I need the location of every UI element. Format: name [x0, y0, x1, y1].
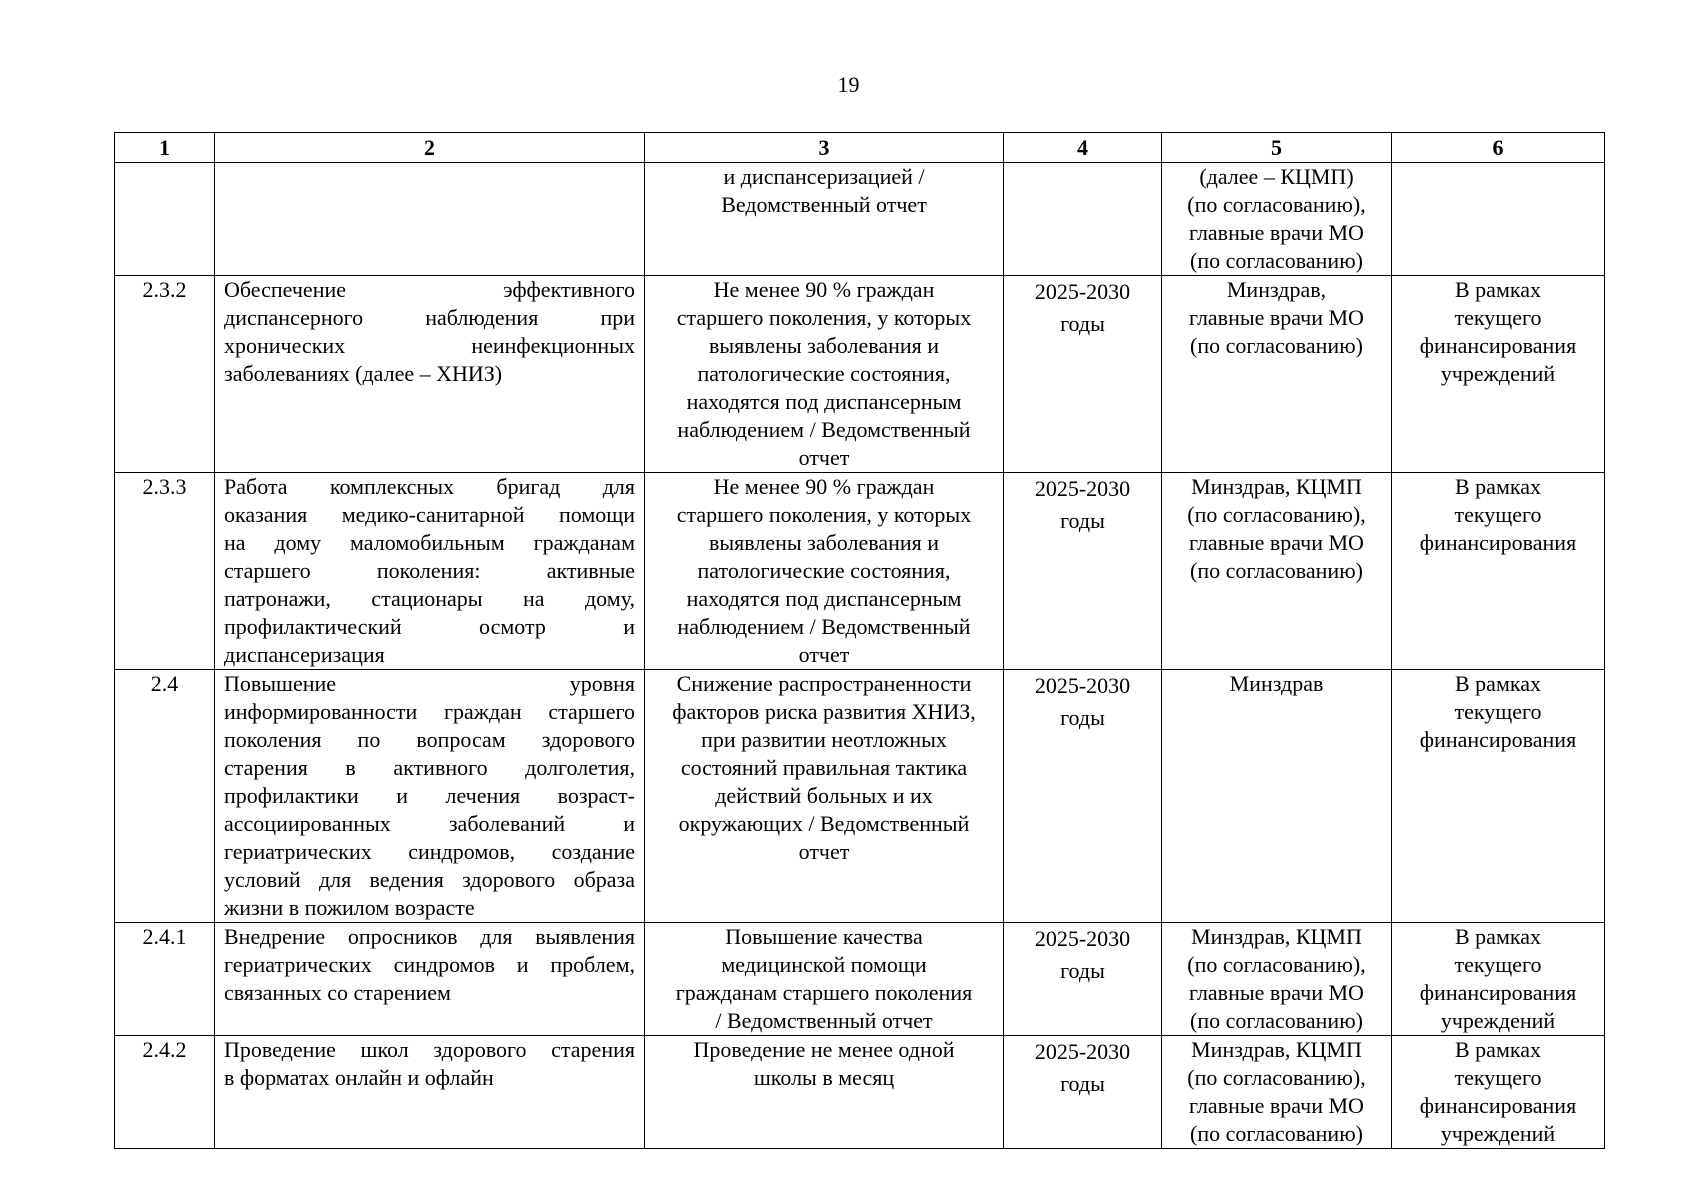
period-cell	[1004, 163, 1162, 276]
result-cell-line: состояний правильная тактика	[680, 755, 968, 780]
executors-cell-line: (по согласованию)	[1190, 333, 1363, 358]
result-cell-line: окружающих / Ведомственный	[678, 811, 970, 836]
result-cell-line: Повышение качества	[725, 924, 923, 949]
period-cell-line: 2025-2030	[1034, 673, 1131, 698]
activity-cell-line: жизни в пожилом возрасте	[224, 895, 475, 920]
funding-cell-line: финансирования	[1419, 530, 1577, 555]
header-row	[115, 133, 1605, 163]
period-cell	[1004, 923, 1162, 1036]
activity-cell-line: профилактический осмотр и	[224, 614, 635, 639]
period-cell-line: 2025-2030	[1034, 1039, 1131, 1064]
period-cell-line: годы	[1060, 958, 1105, 983]
table-row	[115, 473, 1605, 670]
result-cell	[645, 276, 1004, 473]
funding-cell	[1392, 1036, 1605, 1149]
item-number: 2.4.2	[115, 1036, 215, 1149]
result-cell-line: отчет	[798, 642, 850, 667]
item-number: 2.3.2	[115, 276, 215, 473]
executors-cell-line: главные врачи МО	[1189, 1093, 1364, 1118]
funding-cell-line: текущего	[1454, 1065, 1542, 1090]
activity-cell-line: Повышение уровня	[224, 671, 635, 696]
executors-cell	[1162, 923, 1392, 1036]
funding-cell-line: текущего	[1454, 502, 1542, 527]
executors-cell-line: (по согласованию),	[1187, 192, 1366, 217]
activity-cell-line: на дому маломобильным гражданам	[224, 530, 635, 555]
funding-cell	[1392, 923, 1605, 1036]
item-number: 2.4	[115, 670, 215, 923]
result-cell-line: / Ведомственный отчет	[715, 1008, 933, 1033]
executors-cell-line: Минздрав, КЦМП	[1191, 924, 1362, 949]
activity-cell-line: патронажи, стационары на дому,	[224, 586, 635, 611]
activity-cell-line: гериатрических синдромов и проблем,	[224, 952, 635, 977]
activity-cell-line: ассоциированных заболеваний и	[224, 811, 635, 836]
result-cell-line: находятся под диспансерным	[686, 586, 962, 611]
executors-cell	[1162, 276, 1392, 473]
activity-cell-line: связанных со старением	[224, 980, 451, 1005]
header-col-4: 4	[1004, 133, 1162, 163]
result-cell	[645, 670, 1004, 923]
activity-cell-line: старшего поколения: активные	[224, 558, 635, 583]
funding-cell-line: текущего	[1454, 699, 1542, 724]
page-number: 19	[837, 72, 860, 97]
executors-cell	[1162, 1036, 1392, 1149]
result-cell-line: отчет	[798, 445, 850, 470]
funding-cell-line: В рамках	[1455, 474, 1541, 499]
funding-cell-line: финансирования	[1419, 1093, 1577, 1118]
funding-cell-line: учреждений	[1440, 1121, 1556, 1146]
result-cell	[645, 923, 1004, 1036]
executors-cell-line: (по согласованию)	[1190, 558, 1363, 583]
activity-cell-line: старения в активного долголетия,	[224, 755, 635, 780]
activity-cell-line: хронических неинфекционных	[224, 333, 635, 358]
period-cell	[1004, 276, 1162, 473]
funding-cell-line: В рамках	[1455, 1037, 1541, 1062]
period-cell	[1004, 1036, 1162, 1149]
table-body	[115, 163, 1605, 1149]
period-cell-line: годы	[1060, 311, 1105, 336]
activity-cell	[215, 473, 645, 670]
header-col-1: 1	[115, 133, 215, 163]
header-col-3: 3	[645, 133, 1004, 163]
table-row	[115, 670, 1605, 923]
header-col-6: 6	[1392, 133, 1605, 163]
header-col-5: 5	[1162, 133, 1392, 163]
activity-cell-line: диспансерного наблюдения при	[224, 305, 635, 330]
funding-cell	[1392, 163, 1605, 276]
period-cell-line: 2025-2030	[1034, 926, 1131, 951]
result-cell-line: и диспансеризацией /	[723, 164, 925, 189]
activity-cell	[215, 276, 645, 473]
table-row	[115, 163, 1605, 276]
result-cell-line: старшего поколения, у которых	[676, 502, 972, 527]
executors-cell	[1162, 670, 1392, 923]
result-cell-line: патологические состояния,	[697, 361, 951, 386]
result-cell-line: при развитии неотложных	[701, 727, 947, 752]
period-cell-line: годы	[1060, 508, 1105, 533]
executors-cell-line: Минздрав, КЦМП	[1191, 474, 1362, 499]
funding-cell-line: финансирования	[1419, 333, 1577, 358]
activity-cell	[215, 1036, 645, 1149]
executors-cell-line: (по согласованию)	[1190, 1121, 1363, 1146]
period-cell	[1004, 473, 1162, 670]
funding-cell-line: финансирования	[1419, 980, 1577, 1005]
executors-cell	[1162, 163, 1392, 276]
table-row	[115, 276, 1605, 473]
activity-cell-line: в форматах онлайн и офлайн	[224, 1065, 494, 1090]
item-number	[115, 163, 215, 276]
activity-cell-line: поколения по вопросам здорового	[224, 727, 635, 752]
executors-cell-line: главные врачи МО	[1189, 220, 1364, 245]
executors-cell-line: Минздрав,	[1226, 277, 1327, 302]
activity-cell-line: гериатрических синдромов, создание	[224, 839, 635, 864]
result-cell-line: медицинской помощи	[721, 952, 927, 977]
result-cell-line: отчет	[798, 839, 850, 864]
funding-cell	[1392, 473, 1605, 670]
result-cell-line: факторов риска развития ХНИЗ,	[672, 699, 976, 724]
table-row	[115, 923, 1605, 1036]
result-cell-line: старшего поколения, у которых	[676, 305, 972, 330]
activity-cell-line: информированности граждан старшего	[224, 699, 635, 724]
activity-cell-line: оказания медико-санитарной помощи	[224, 502, 635, 527]
funding-cell	[1392, 670, 1605, 923]
result-cell-line: действий больных и их	[715, 783, 933, 808]
executors-cell	[1162, 473, 1392, 670]
table-row	[115, 1036, 1605, 1149]
activity-cell-line: Проведение школ здорового старения	[224, 1037, 635, 1062]
result-cell	[645, 1036, 1004, 1149]
executors-cell-line: (по согласованию),	[1187, 952, 1366, 977]
funding-cell-line: В рамках	[1455, 277, 1541, 302]
period-cell	[1004, 670, 1162, 923]
period-cell-line: годы	[1060, 1071, 1105, 1096]
funding-cell-line: текущего	[1454, 305, 1542, 330]
funding-cell-line: финансирования	[1419, 727, 1577, 752]
item-number: 2.3.3	[115, 473, 215, 670]
funding-cell-line: учреждений	[1440, 1008, 1556, 1033]
activity-cell-line: Работа комплексных бригад для	[224, 474, 635, 499]
result-cell-line: Ведомственный отчет	[721, 192, 927, 217]
period-cell-line: годы	[1060, 705, 1105, 730]
result-cell-line: выявлены заболевания и	[708, 333, 940, 358]
result-cell	[645, 163, 1004, 276]
item-number: 2.4.1	[115, 923, 215, 1036]
result-cell-line: наблюдением / Ведомственный	[677, 614, 971, 639]
activity-cell	[215, 923, 645, 1036]
executors-cell-line: Минздрав, КЦМП	[1191, 1037, 1362, 1062]
period-cell-line: 2025-2030	[1034, 279, 1131, 304]
activity-cell-line: заболеваниях (далее – ХНИЗ)	[224, 361, 503, 386]
executors-cell-line: главные врачи МО	[1189, 980, 1364, 1005]
result-cell-line: находятся под диспансерным	[686, 389, 962, 414]
executors-cell-line: (по согласованию)	[1190, 248, 1363, 273]
result-cell-line: Не менее 90 % граждан	[713, 277, 935, 302]
result-cell-line: Проведение не менее одной	[693, 1037, 955, 1062]
result-cell-line: выявлены заболевания и	[708, 530, 940, 555]
activity-cell-line: Внедрение опросников для выявления	[224, 924, 635, 949]
result-cell-line: Не менее 90 % граждан	[713, 474, 935, 499]
result-cell-line: наблюдением / Ведомственный	[677, 417, 971, 442]
funding-cell-line: учреждений	[1440, 361, 1556, 386]
plan-table	[114, 132, 1605, 1149]
result-cell-line: Снижение распространенности	[676, 671, 972, 696]
result-cell-line: патологические состояния,	[697, 558, 951, 583]
executors-cell-line: (далее – КЦМП)	[1199, 164, 1354, 189]
result-cell	[645, 473, 1004, 670]
executors-cell-line: (по согласованию)	[1190, 1008, 1363, 1033]
funding-cell	[1392, 276, 1605, 473]
activity-cell-line: диспансеризация	[224, 642, 385, 667]
executors-cell-line: Минздрав	[1229, 671, 1324, 696]
funding-cell-line: текущего	[1454, 952, 1542, 977]
result-cell-line: гражданам старшего поколения	[675, 980, 973, 1005]
executors-cell-line: (по согласованию),	[1187, 1065, 1366, 1090]
executors-cell-line: (по согласованию),	[1187, 502, 1366, 527]
result-cell-line: школы в месяц	[753, 1065, 895, 1090]
activity-cell-line: условий для ведения здорового образа	[224, 867, 635, 892]
executors-cell-line: главные врачи МО	[1189, 305, 1364, 330]
header-col-2: 2	[215, 133, 645, 163]
period-cell-line: 2025-2030	[1034, 476, 1131, 501]
activity-cell-line: профилактики и лечения возраст-	[224, 783, 635, 808]
activity-cell	[215, 163, 645, 276]
funding-cell-line: В рамках	[1455, 671, 1541, 696]
funding-cell-line: В рамках	[1455, 924, 1541, 949]
activity-cell	[215, 670, 645, 923]
activity-cell-line: Обеспечение эффективного	[224, 277, 635, 302]
executors-cell-line: главные врачи МО	[1189, 530, 1364, 555]
